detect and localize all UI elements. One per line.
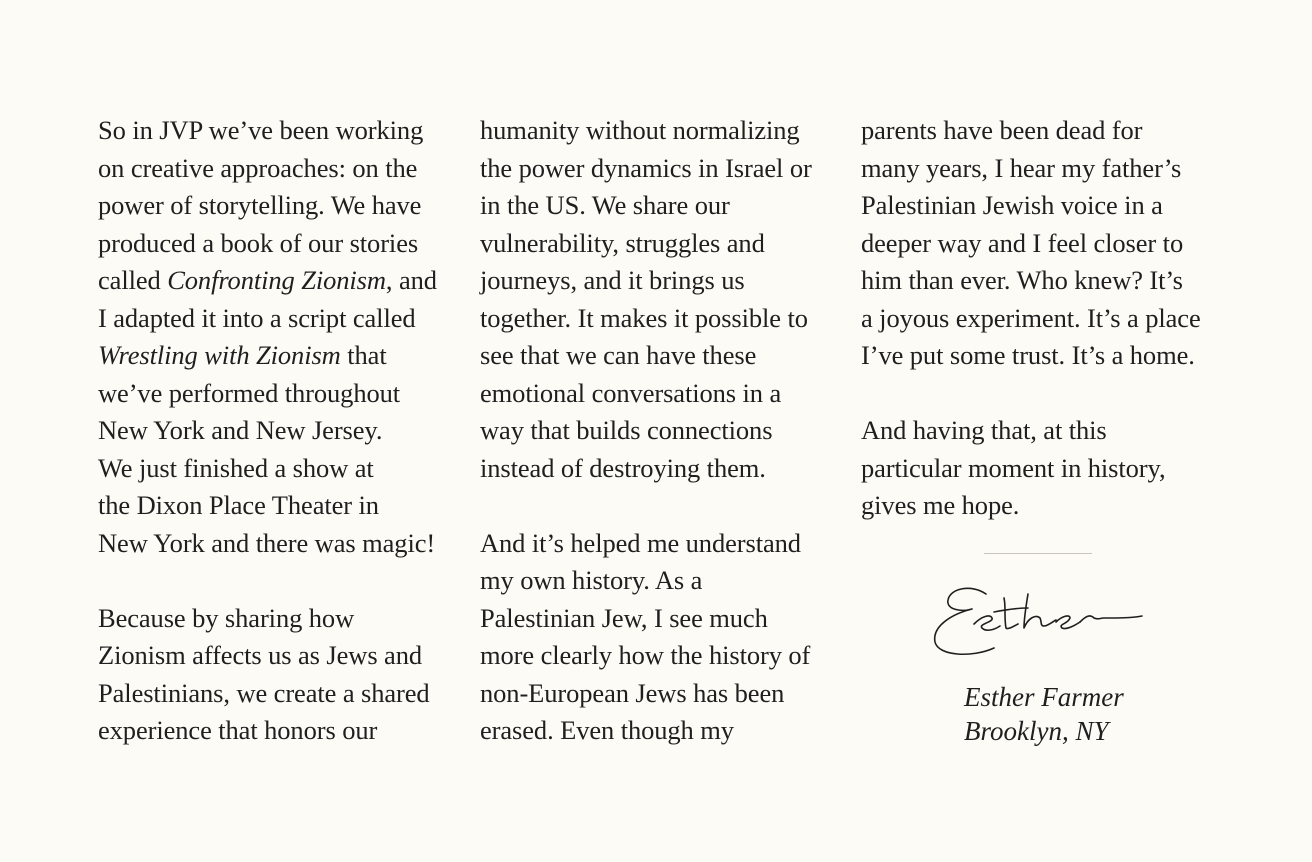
text-line xyxy=(861,262,1201,300)
text-run: gives me hope. xyxy=(861,490,1020,520)
text-line xyxy=(98,300,437,338)
text-line xyxy=(98,225,437,263)
text-line xyxy=(480,712,812,750)
italic-title: Confronting Zionism xyxy=(167,265,386,295)
text-line xyxy=(480,525,812,563)
text-run: him than ever. Who knew? It’s xyxy=(861,265,1183,295)
text-line xyxy=(98,712,437,750)
text-line xyxy=(98,637,437,675)
text-run: that xyxy=(340,340,387,370)
paragraph-gap xyxy=(861,375,1201,413)
text-run: non-European Jews has been xyxy=(480,677,785,708)
letter-column-1 xyxy=(98,112,437,750)
text-run: more clearly how the history of xyxy=(480,640,811,670)
text-run: Zionism affects us as Jews and xyxy=(98,640,423,670)
text-run: vulnerability, struggles and xyxy=(480,227,765,258)
text-run: way that builds connections xyxy=(480,415,773,445)
text-line xyxy=(98,600,437,638)
text-run: experience that honors our xyxy=(98,715,378,745)
text-line xyxy=(98,412,437,450)
italic-title: Wrestling with Zionism xyxy=(98,340,341,370)
text-run: my own history. As a xyxy=(480,565,703,595)
text-run: Palestinian Jewish voice in a xyxy=(861,190,1163,220)
text-line xyxy=(861,225,1201,263)
text-line xyxy=(98,150,437,188)
text-run: New York and there was magic! xyxy=(98,527,436,558)
text-line xyxy=(861,150,1201,188)
text-run: see that we can have these xyxy=(480,340,757,370)
text-run: journeys, and it brings us xyxy=(480,265,745,295)
text-run: particular moment in history, xyxy=(861,452,1166,483)
text-line xyxy=(98,262,437,300)
text-line xyxy=(861,337,1201,375)
text-run: I’ve put some trust. It’s a home. xyxy=(861,340,1195,370)
text-run: the Dixon Place Theater in xyxy=(98,490,379,520)
text-line xyxy=(480,412,812,450)
text-line xyxy=(861,300,1201,338)
paragraph-gap xyxy=(480,487,812,525)
text-run: parents have been dead for xyxy=(861,115,1143,145)
text-line xyxy=(861,412,1201,450)
text-line xyxy=(861,112,1201,150)
text-line xyxy=(98,187,437,225)
text-line xyxy=(480,150,812,188)
text-line xyxy=(98,487,437,525)
text-run: I adapted it into a script called xyxy=(98,302,416,333)
text-run: So in JVP we’ve been working xyxy=(98,115,424,145)
text-run: we’ve performed throughout xyxy=(98,377,401,408)
text-line xyxy=(98,112,437,150)
text-run: produced a book of our stories xyxy=(98,227,419,258)
text-line xyxy=(861,487,1201,525)
text-line xyxy=(861,450,1201,488)
text-line xyxy=(98,375,437,413)
text-line xyxy=(98,337,437,375)
text-run: a joyous experiment. It’s a place xyxy=(861,302,1201,333)
text-line xyxy=(480,112,812,150)
text-run: humanity without normalizing xyxy=(480,115,800,145)
text-line xyxy=(480,600,812,638)
text-run: , and xyxy=(385,265,437,295)
text-line xyxy=(480,187,812,225)
text-run: erased. Even though my xyxy=(480,715,734,745)
text-run: many years, I hear my father’s xyxy=(861,152,1182,183)
handwritten-signature-esther xyxy=(928,578,1150,664)
text-line xyxy=(480,262,812,300)
text-run: And it’s helped me understand xyxy=(480,527,801,558)
text-run: emotional conversations in a xyxy=(480,377,782,408)
text-line xyxy=(480,562,812,600)
text-line xyxy=(98,525,437,563)
text-run: the power dynamics in Israel or xyxy=(480,152,812,183)
paragraph-gap xyxy=(98,562,437,600)
text-line xyxy=(861,187,1201,225)
text-run: Palestinian Jew, I see much xyxy=(480,602,768,633)
text-run: We just finished a show at xyxy=(98,452,374,483)
text-line xyxy=(98,450,437,488)
text-line xyxy=(480,675,812,713)
text-run: called xyxy=(98,265,168,295)
signature-name-block xyxy=(964,680,1124,748)
signer-name: Esther Farmer xyxy=(964,682,1124,712)
text-line xyxy=(98,675,437,713)
text-run: New York and New Jersey. xyxy=(98,415,383,445)
letter-column-2 xyxy=(480,112,812,750)
text-run: And having that, at this xyxy=(861,415,1107,445)
text-line xyxy=(480,637,812,675)
text-run: instead of destroying them. xyxy=(480,452,766,483)
text-line xyxy=(480,375,812,413)
text-line xyxy=(480,337,812,375)
text-line xyxy=(480,225,812,263)
text-line xyxy=(480,450,812,488)
signer-location: Brooklyn, NY xyxy=(964,716,1109,746)
text-run: power of storytelling. We have xyxy=(98,190,422,220)
signature-divider xyxy=(984,553,1092,554)
text-run: deeper way and I feel closer to xyxy=(861,227,1184,258)
text-line xyxy=(480,300,812,338)
text-run: Palestinians, we create a shared xyxy=(98,677,430,708)
text-run: together. It makes it possible to xyxy=(480,302,808,333)
text-run: in the US. We share our xyxy=(480,190,730,220)
text-run: on creative approaches: on the xyxy=(98,152,418,183)
letter-column-3 xyxy=(861,112,1201,525)
text-run: Because by sharing how xyxy=(98,602,355,633)
